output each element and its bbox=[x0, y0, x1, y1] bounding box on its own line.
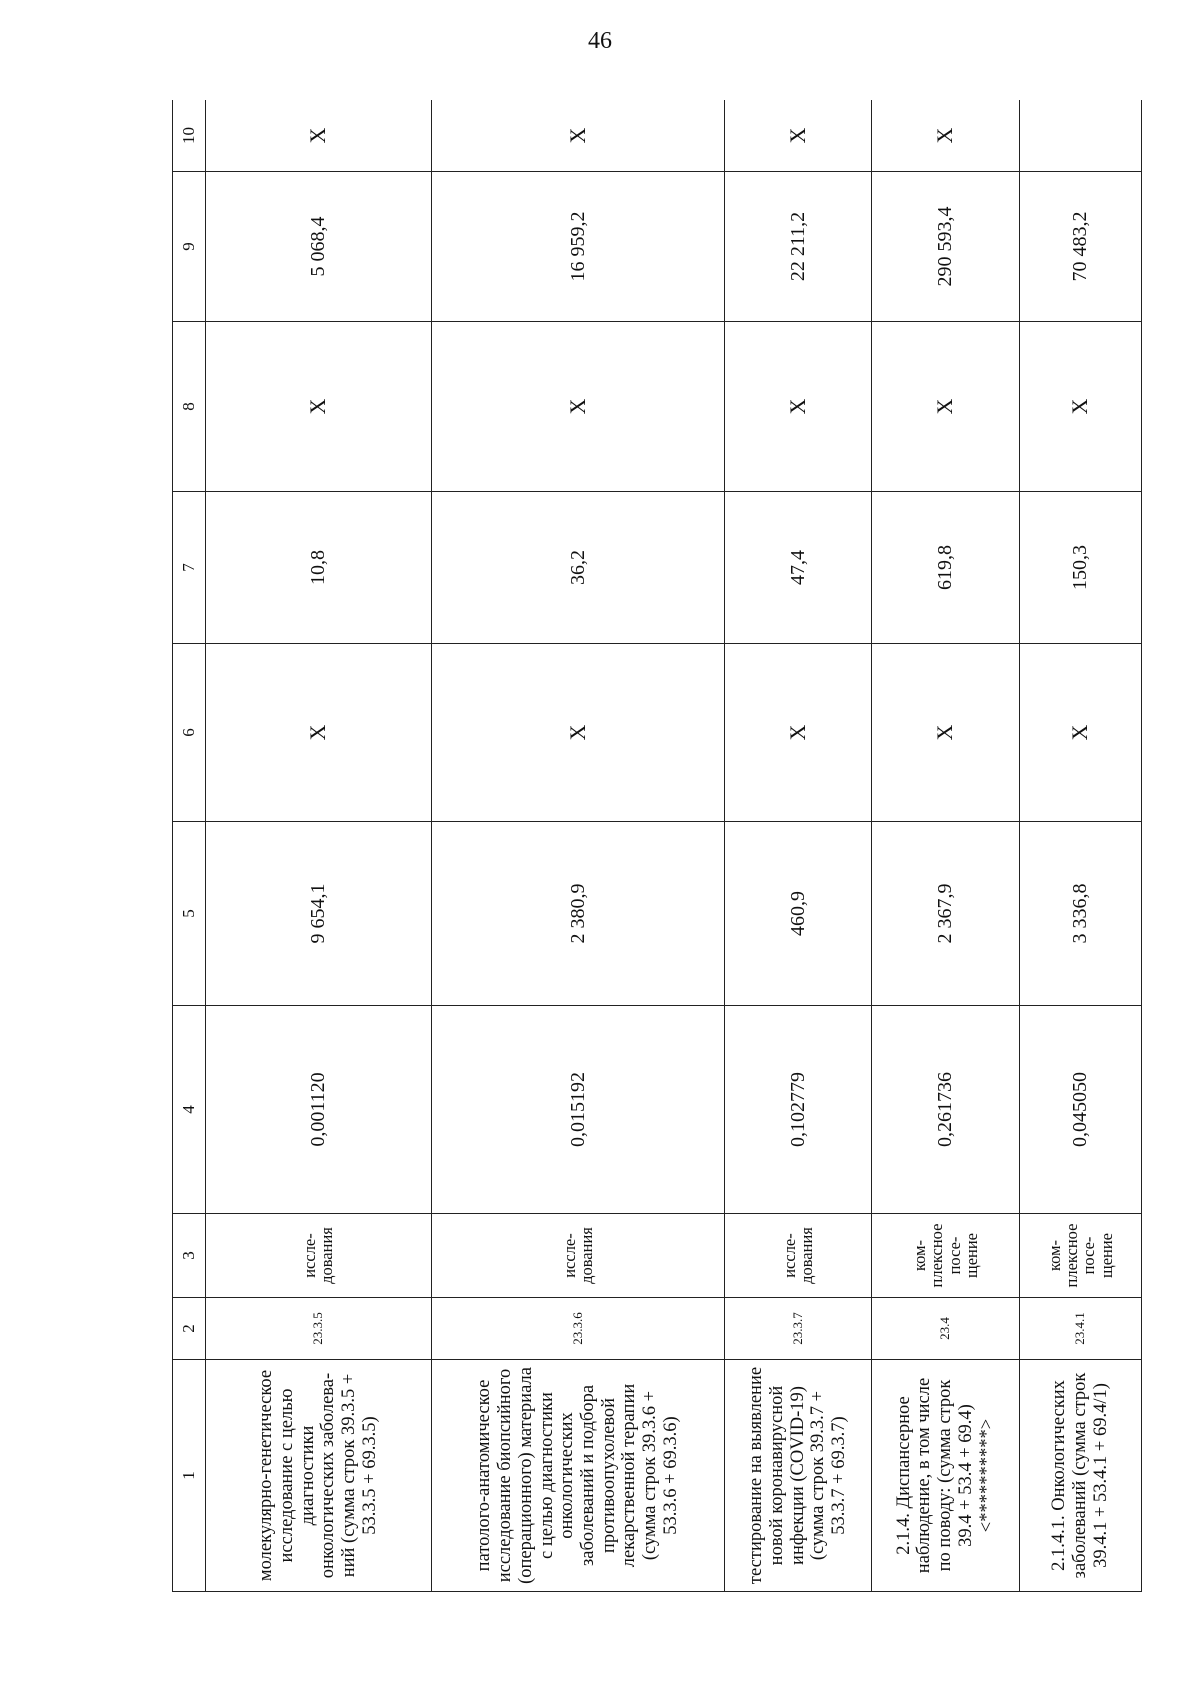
row-value: 2 380,9 bbox=[432, 822, 725, 1006]
row-unit: исследования bbox=[432, 1214, 725, 1298]
data-table bbox=[172, 100, 1142, 1592]
row-value: Х bbox=[1019, 644, 1141, 822]
row-value: Х bbox=[724, 100, 871, 172]
row-value: 10,8 bbox=[205, 492, 431, 644]
row-unit: комплексное посещение bbox=[872, 1214, 1019, 1298]
page-number: 46 bbox=[588, 28, 612, 54]
row-value: 0,015192 bbox=[432, 1006, 725, 1214]
row-value: 150,3 bbox=[1019, 492, 1141, 644]
row-value: Х bbox=[432, 644, 725, 822]
column-header: 10 bbox=[173, 100, 206, 172]
row-name: молекулярно-генетическое исследование с целью диагностики онкологических заболеваний (сумма строк 39.3.5 + 53.3.5 + 69.3.5) bbox=[205, 1360, 431, 1592]
row-code: 23.4.1 bbox=[1019, 1298, 1141, 1360]
row-value: Х bbox=[872, 100, 1019, 172]
row-value: 460,9 bbox=[724, 822, 871, 1006]
row-value: 619,8 bbox=[872, 492, 1019, 644]
column-header: 7 bbox=[173, 492, 206, 644]
row-value: Х bbox=[205, 644, 431, 822]
row-code: 23.3.7 bbox=[724, 1298, 871, 1360]
row-value: 36,2 bbox=[432, 492, 725, 644]
row-value: Х bbox=[205, 100, 431, 172]
table-frame bbox=[172, 100, 1142, 1592]
column-header: 8 bbox=[173, 322, 206, 492]
row-value: 16 959,2 bbox=[432, 172, 725, 322]
row-name: тестирование на выявление новой коронавирусной инфекции (COVID-19) (сумма строк 39.3.7 + 53.3.7 + 69.3.7) bbox=[724, 1360, 871, 1592]
row-value: Х bbox=[724, 322, 871, 492]
row-name: 2.1.4. Диспансерное наблюдение, в том числе по поводу: (сумма строк 39.4 + 53.4 + 69.4) <**********> bbox=[872, 1360, 1019, 1592]
row-value: Х bbox=[432, 322, 725, 492]
row-value: 290 593,4 bbox=[872, 172, 1019, 322]
row-value: 3 336,8 bbox=[1019, 822, 1141, 1006]
row-value: 5 068,4 bbox=[205, 172, 431, 322]
column-header: 4 bbox=[173, 1006, 206, 1214]
rotated-table-container bbox=[172, 100, 1142, 1592]
row-unit: исследования bbox=[724, 1214, 871, 1298]
table-row bbox=[205, 100, 431, 1592]
column-header: 9 bbox=[173, 172, 206, 322]
row-value: 0,001120 bbox=[205, 1006, 431, 1214]
row-value bbox=[1019, 100, 1141, 172]
table-row bbox=[872, 100, 1019, 1592]
row-value: 9 654,1 bbox=[205, 822, 431, 1006]
row-code: 23.4 bbox=[872, 1298, 1019, 1360]
row-value: Х bbox=[432, 100, 725, 172]
row-unit: исследования bbox=[205, 1214, 431, 1298]
table-header-row bbox=[173, 100, 206, 1592]
column-header: 2 bbox=[173, 1298, 206, 1360]
row-value: 2 367,9 bbox=[872, 822, 1019, 1006]
row-value: Х bbox=[724, 644, 871, 822]
table-row bbox=[724, 100, 871, 1592]
row-code: 23.3.6 bbox=[432, 1298, 725, 1360]
table-row bbox=[432, 100, 725, 1592]
row-value: Х bbox=[205, 322, 431, 492]
row-code: 23.3.5 bbox=[205, 1298, 431, 1360]
row-value: Х bbox=[1019, 322, 1141, 492]
column-header: 3 bbox=[173, 1214, 206, 1298]
row-value: 47,4 bbox=[724, 492, 871, 644]
row-value: 0,261736 bbox=[872, 1006, 1019, 1214]
row-value: 0,102779 bbox=[724, 1006, 871, 1214]
column-header: 1 bbox=[173, 1360, 206, 1592]
table-row bbox=[1019, 100, 1141, 1592]
row-name: патолого-анатомическое исследование биопсийного (операционного) материала с целью диагностики онкологических заболеваний и подбора противоопухолевой лекарственной терапии (сумма строк 39.3.6 + 53.3.6 + 69.3.6) bbox=[432, 1360, 725, 1592]
row-value: 0,045050 bbox=[1019, 1006, 1141, 1214]
row-name: 2.1.4.1. Онкологических заболеваний (сумма строк 39.4.1 + 53.4.1 + 69.4/1) bbox=[1019, 1360, 1141, 1592]
row-value: 22 211,2 bbox=[724, 172, 871, 322]
column-header: 6 bbox=[173, 644, 206, 822]
row-value: 70 483,2 bbox=[1019, 172, 1141, 322]
row-value: Х bbox=[872, 644, 1019, 822]
row-value: Х bbox=[872, 322, 1019, 492]
column-header: 5 bbox=[173, 822, 206, 1006]
row-unit: комплексное посещение bbox=[1019, 1214, 1141, 1298]
